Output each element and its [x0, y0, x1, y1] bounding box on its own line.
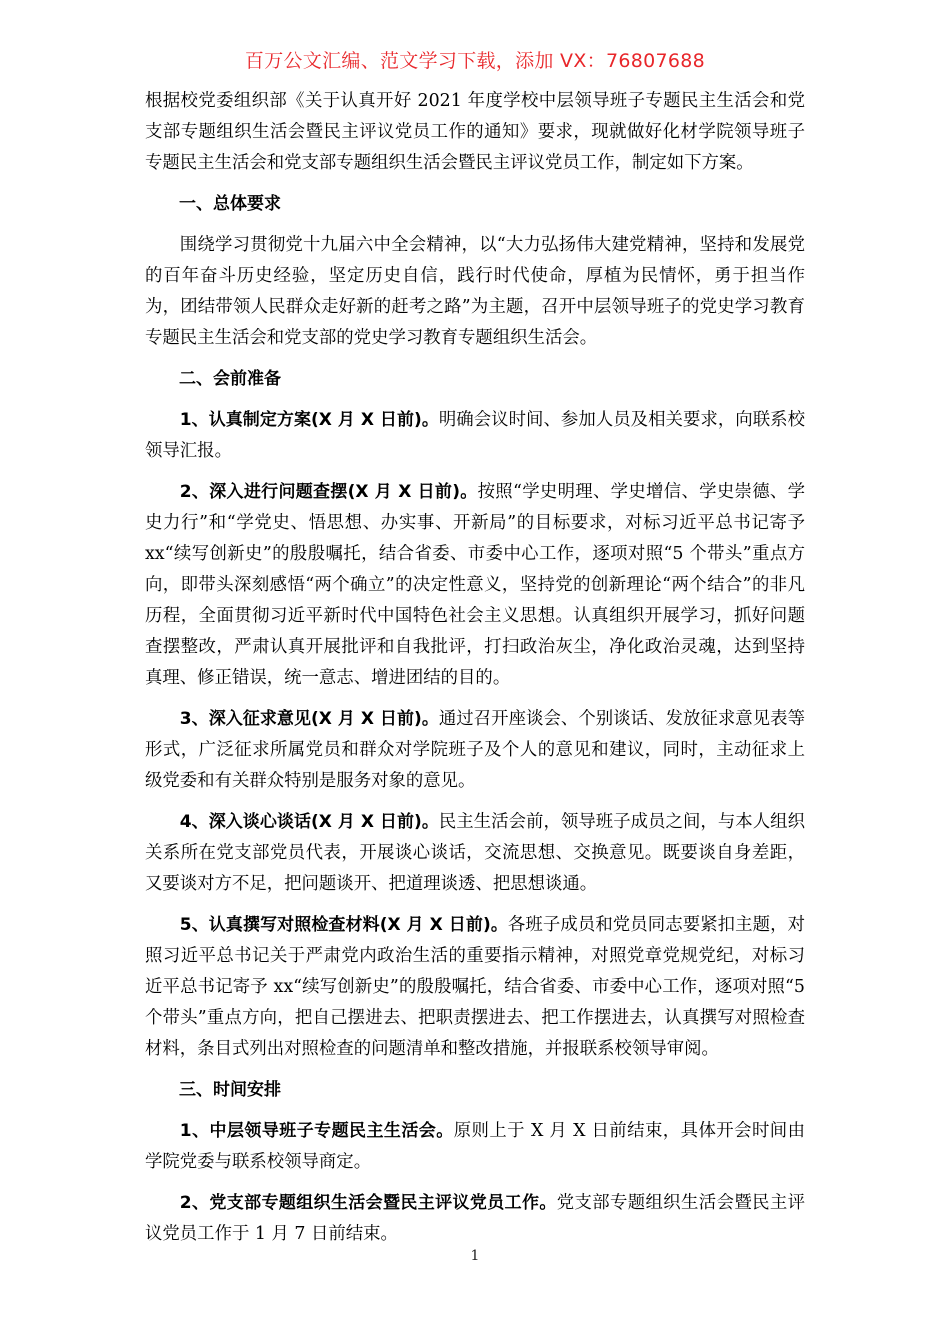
prep-item	[145, 405, 805, 467]
section-heading-schedule: 三、时间安排	[179, 1080, 281, 1100]
prep-item	[145, 477, 805, 694]
section-paragraph-general: 围绕学习贯彻党十九届六中全会精神，以“大力弘扬伟大建党精神，坚持和发展党的百年奋斗历史经验，坚定历史自信，践行时代使命，厚植为民情怀，勇于担当作为，团结带领人民群众走好新的赶考之路”为主题，召开中层领导班子的党史学习教育专题民主生活会和党支部的党史学习教育专题组织生活会。	[145, 235, 805, 348]
intro-paragraph: 根据校党委组织部《关于认真开好 2021 年度学校中层领导班子专题民主生活会和党支部专题组织生活会暨民主评议党员工作的通知》要求，现就做好化材学院领导班子专题民主生活会和党支部专题组织生活会暨民主评议党员工作，制定如下方案。	[145, 91, 805, 173]
prep-item-title: 1、认真制定方案(X 月 X 日前)。	[179, 410, 439, 430]
header-banner: 百万公文汇编、范文学习下载，添加 VX：76807688	[244, 50, 706, 72]
schedule-item-text: 原则上于 X 月 X 日前结束，具体开会时间由学院党委与联系校领导商定。	[145, 1121, 806, 1172]
schedule-item	[145, 1188, 805, 1250]
schedule-item-text: 党支部专题组织生活会暨民主评议党员工作于 1 月 7 日前结束。	[145, 1193, 805, 1244]
prep-item-text: 各班子成员和党员同志要紧扣主题，对照习近平总书记关于严肃党内政治生活的重要指示精神，对照党章党规党纪，对标习近平总书记寄予 xx“续写创新史”的殷殷嘱托，结合省委、市委中心工作，逐项对照“5 个带头”重点方向，把自己摆进去、把职责摆进去、把工作摆进去，认真撰写对照检查材料，条目式列出对照检查的问题清单和整改措施，并报联系校领导审阅。	[145, 915, 805, 1059]
prep-item-title: 3、深入征求意见(X 月 X 日前)。	[179, 709, 439, 729]
prep-item-title: 5、认真撰写对照检查材料(X 月 X 日前)。	[179, 915, 508, 935]
document-body	[145, 86, 805, 1260]
prep-item-text: 明确会议时间、参加人员及相关要求，向联系校领导汇报。	[145, 410, 805, 461]
prep-item-title: 2、深入进行问题查摆(X 月 X 日前)。	[179, 482, 478, 502]
prep-item	[145, 807, 805, 900]
page-number: 1	[470, 1248, 480, 1264]
prep-item-text: 通过召开座谈会、个别谈话、发放征求意见表等形式，广泛征求所属党员和群众对学院班子及个人的意见和建议，同时，主动征求上级党委和有关群众特别是服务对象的意见。	[145, 709, 805, 791]
prep-item	[145, 910, 805, 1065]
prep-item	[145, 704, 805, 797]
schedule-item	[145, 1116, 805, 1178]
prep-item-title: 4、深入谈心谈话(X 月 X 日前)。	[179, 812, 439, 832]
prep-item-text: 按照“学史明理、学史增信、学史崇德、学史力行”和“学党史、悟思想、办实事、开新局”的目标要求，对标习近平总书记寄予 xx“续写创新史”的殷殷嘱托，结合省委、市委中心工作，逐项对照“5 个带头”重点方向，即带头深刻感悟“两个确立”的决定性意义，坚持党的创新理论“两个结合”的非凡历程，全面贯彻习近平新时代中国特色社会主义思想。认真组织开展学习，抓好问题查摆整改，严肃认真开展批评和自我批评，打扫政治灰尘，净化政治灵魂，达到坚持真理、修正错误，统一意志、增进团结的目的。	[145, 482, 805, 688]
schedule-item-title: 2、党支部专题组织生活会暨民主评议党员工作。	[179, 1193, 557, 1213]
section-heading-preparation: 二、会前准备	[179, 369, 281, 389]
section-heading-general: 一、总体要求	[179, 194, 281, 214]
schedule-item-title: 1、中层领导班子专题民主生活会。	[179, 1121, 454, 1141]
prep-item-text: 民主生活会前，领导班子成员之间，与本人组织关系所在党支部党员代表，开展谈心谈话，交流思想、交换意见。既要谈自身差距，又要谈对方不足，把问题谈开、把道理谈透、把思想谈通。	[145, 812, 805, 894]
